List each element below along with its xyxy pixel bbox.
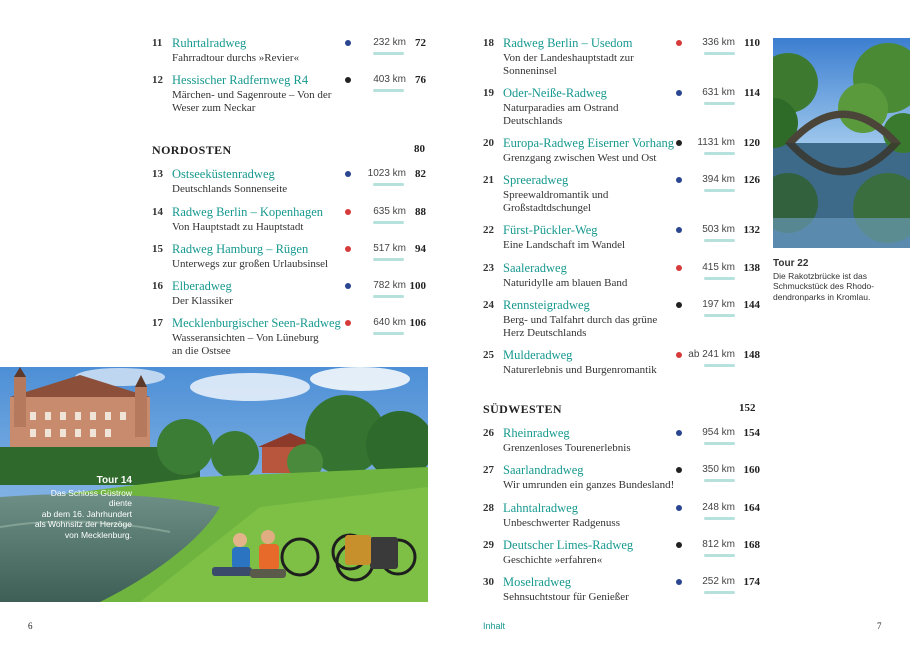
page-number-right: 7	[877, 621, 882, 631]
tour-description-line: Fahrradtour durchs »Revier«	[172, 52, 300, 64]
tour-title-link[interactable]: Europa-Radweg Eiserner Vorhang	[503, 136, 675, 150]
section-title-nordosten: NORDOSTEN	[152, 143, 232, 157]
difficulty-dot-icon	[676, 352, 682, 358]
tour-number: 27	[483, 464, 494, 476]
difficulty-dot-icon	[676, 579, 682, 585]
toc-entry[interactable]	[152, 317, 452, 359]
toc-entry[interactable]	[152, 37, 452, 66]
toc-entry[interactable]	[483, 262, 783, 291]
tour-page-number: 72	[415, 37, 426, 49]
caption-line: von Mecklenburg.	[64, 529, 132, 540]
toc-entry[interactable]	[483, 539, 783, 568]
tour-description	[172, 89, 331, 115]
difficulty-dot-icon	[676, 302, 682, 308]
tour-description	[503, 479, 674, 492]
tour-distance: 635 km	[373, 206, 406, 217]
toc-entry[interactable]	[483, 427, 783, 456]
tour-description-line: Spreewaldromantik und	[503, 189, 609, 201]
tour-title-link[interactable]: Hessischer Radfernweg R4	[172, 73, 309, 87]
tour-number: 11	[152, 37, 163, 49]
tour-description-line: an die Ostsee	[172, 345, 231, 357]
distance-bar	[373, 52, 404, 55]
tour-title-link[interactable]: Elberadweg	[172, 279, 232, 293]
difficulty-dot-icon	[676, 430, 682, 436]
tour-description	[503, 52, 634, 78]
tour-number: 21	[483, 174, 494, 186]
tour-page-number: 126	[743, 174, 760, 186]
tour-number: 28	[483, 502, 494, 514]
tour-title-link[interactable]: Radweg Berlin – Kopenhagen	[172, 205, 324, 219]
difficulty-dot-icon	[345, 77, 351, 83]
tour-title-link[interactable]: Ostseeküstenradweg	[172, 167, 275, 181]
tour-page-number: 168	[743, 539, 760, 551]
tour-distance: 252 km	[702, 576, 735, 587]
tour-description	[503, 239, 625, 252]
tour-description-line: Naturparadies am Ostrand	[503, 102, 619, 114]
difficulty-dot-icon	[345, 209, 351, 215]
tour-page-number: 174	[743, 576, 760, 588]
distance-bar	[704, 364, 735, 367]
tour-distance: 232 km	[373, 37, 406, 48]
toc-entry[interactable]	[152, 280, 452, 309]
tour-description-line: Geschichte »erfahren«	[503, 554, 603, 566]
tour-description	[503, 189, 608, 215]
photo-caption-tour-22	[773, 259, 903, 302]
tour-description-line: Deutschlands Sonnenseite	[172, 183, 288, 195]
tour-description-line: Herz Deutschlands	[503, 327, 587, 339]
section-title-suedwesten: SÜDWESTEN	[483, 402, 562, 416]
distance-bar	[704, 554, 735, 557]
tour-title-link[interactable]: Spreeradweg	[503, 173, 569, 187]
tour-description	[503, 364, 657, 377]
distance-bar	[704, 591, 735, 594]
toc-entry[interactable]	[152, 168, 452, 197]
difficulty-dot-icon	[676, 542, 682, 548]
caption-line: dendronparks in Kromlau.	[773, 291, 871, 302]
tour-description-line: Deutschlands	[503, 115, 563, 127]
tour-description-line: Berg- und Talfahrt durch das grüne	[503, 314, 658, 326]
tour-description	[503, 591, 629, 604]
tour-title-link[interactable]: Mulderadweg	[503, 348, 573, 362]
tour-description	[503, 314, 657, 340]
toc-entry[interactable]	[152, 74, 452, 116]
difficulty-dot-icon	[345, 283, 351, 289]
tour-number: 18	[483, 37, 494, 49]
tour-distance: 640 km	[373, 317, 406, 328]
tour-page-number: 94	[415, 243, 426, 255]
caption-line: als Wohnsitz der Herzöge	[34, 519, 132, 529]
tour-distance: 812 km	[702, 539, 735, 550]
tour-description	[172, 183, 287, 196]
caption-line: Das Schloss Güstrow diente	[50, 487, 132, 508]
difficulty-dot-icon	[345, 171, 351, 177]
tour-distance: 517 km	[373, 243, 406, 254]
distance-bar	[373, 332, 404, 335]
tour-description-line: Märchen- und Sagenroute – Von der	[172, 89, 332, 101]
difficulty-dot-icon	[676, 505, 682, 511]
tour-description	[172, 52, 299, 65]
tour-description-line: Grenzgang zwischen West und Ost	[503, 152, 657, 164]
distance-bar	[704, 189, 735, 192]
distance-bar	[704, 52, 735, 55]
tour-page-number: 154	[743, 427, 760, 439]
caption-line: ab dem 16. Jahrhundert	[41, 508, 132, 519]
difficulty-dot-icon	[676, 265, 682, 271]
page-number-left: 6	[28, 621, 33, 631]
tour-number: 26	[483, 427, 494, 439]
tour-number: 25	[483, 349, 494, 361]
tour-distance: 403 km	[373, 74, 406, 85]
difficulty-dot-icon	[676, 467, 682, 473]
tour-title-link[interactable]: Saarlandradweg	[503, 463, 584, 477]
tour-number: 12	[152, 74, 163, 86]
distance-bar	[704, 239, 735, 242]
tour-description-line: Grenzenloses Tourenerlebnis	[503, 442, 631, 454]
section-page-suedwesten: 152	[739, 402, 756, 414]
tour-distance: 197 km	[702, 299, 735, 310]
tour-description	[503, 517, 620, 530]
tour-distance: 503 km	[702, 224, 735, 235]
caption-tour-label: Tour 22	[773, 258, 809, 269]
tour-distance: 954 km	[702, 427, 735, 438]
tour-description-line: Von der Landeshauptstadt zur	[503, 52, 634, 64]
tour-description-line: Unterwegs zur großen Urlaubsinsel	[172, 258, 329, 270]
distance-bar	[373, 258, 404, 261]
tour-number: 24	[483, 299, 494, 311]
distance-bar	[704, 442, 735, 445]
tour-page-number: 82	[415, 168, 426, 180]
tour-page-number: 132	[743, 224, 760, 236]
tour-description-line: Von Hauptstadt zu Hauptstadt	[172, 221, 304, 233]
tour-description	[172, 221, 303, 234]
tour-page-number: 138	[743, 262, 760, 274]
tour-distance: 1023 km	[367, 168, 406, 179]
difficulty-dot-icon	[676, 177, 682, 183]
tour-distance: 350 km	[702, 464, 735, 475]
tour-distance: 394 km	[702, 174, 735, 185]
distance-bar	[704, 152, 735, 155]
tour-description	[503, 554, 602, 567]
tour-number: 22	[483, 224, 494, 236]
photo-caption-tour-14	[32, 476, 132, 540]
tour-distance: 248 km	[702, 502, 735, 513]
difficulty-dot-icon	[676, 227, 682, 233]
tour-description-line: Weser zum Neckar	[172, 102, 256, 114]
tour-number: 23	[483, 262, 494, 274]
toc-entry[interactable]	[483, 502, 783, 531]
toc-entry[interactable]	[483, 576, 783, 605]
distance-bar	[704, 479, 735, 482]
tour-title-link[interactable]: Mecklenburgischer Seen-Radweg	[172, 316, 341, 330]
tour-page-number: 164	[743, 502, 760, 514]
caption-line: Die Rakotzbrücke ist das	[773, 270, 868, 281]
photo-rakotzbruecke	[773, 38, 910, 248]
tour-page-number: 148	[743, 349, 760, 361]
tour-distance: 631 km	[702, 87, 735, 98]
tour-description-line: Naturerlebnis und Burgenromantik	[503, 364, 657, 376]
footer-label-inhalt: Inhalt	[483, 621, 506, 631]
difficulty-dot-icon	[345, 320, 351, 326]
tour-number: 14	[152, 206, 163, 218]
toc-entry[interactable]	[483, 37, 783, 79]
section-page-nordosten: 80	[414, 143, 425, 155]
tour-page-number: 110	[744, 37, 760, 49]
tour-description	[503, 277, 627, 290]
tour-title-link[interactable]: Rennsteigradweg	[503, 298, 590, 312]
tour-description	[172, 332, 319, 358]
tour-description-line: Großstadtdschungel	[503, 202, 591, 214]
caption-tour-label: Tour 14	[96, 475, 132, 486]
tour-description-line: Naturidylle am blauen Band	[503, 277, 628, 289]
tour-title-link[interactable]: Rheinradweg	[503, 426, 570, 440]
difficulty-dot-icon	[345, 246, 351, 252]
tour-title-link[interactable]: Radweg Berlin – Usedom	[503, 36, 633, 50]
distance-bar	[704, 517, 735, 520]
tour-distance: 415 km	[702, 262, 735, 273]
tour-description-line: Der Klassiker	[172, 295, 233, 307]
tour-distance: ab 241 km	[688, 349, 735, 360]
tour-title-link[interactable]: Saaleradweg	[503, 261, 567, 275]
distance-bar	[704, 102, 735, 105]
tour-page-number: 144	[743, 299, 760, 311]
tour-description-line: Wir umrunden ein ganzes Bundesland!	[503, 479, 675, 491]
tour-page-number: 100	[409, 280, 426, 292]
tour-title-link[interactable]: Fürst-Pückler-Weg	[503, 223, 598, 237]
tour-distance: 1131 km	[697, 137, 735, 148]
tour-title-link[interactable]: Moselradweg	[503, 575, 572, 589]
tour-description	[503, 152, 656, 165]
tour-description	[172, 295, 233, 308]
tour-description-line: Eine Landschaft im Wandel	[503, 239, 626, 251]
tour-number: 17	[152, 317, 163, 329]
toc-entry[interactable]	[483, 224, 783, 253]
difficulty-dot-icon	[676, 90, 682, 96]
photo-bridge-scene	[773, 38, 910, 248]
tour-description-line: Unbeschwerter Radgenuss	[503, 517, 620, 529]
tour-number: 20	[483, 137, 494, 149]
tour-title-link[interactable]: Oder-Neiße-Radweg	[503, 86, 607, 100]
distance-bar	[373, 295, 404, 298]
caption-line: Schmuckstück des Rhodo-	[773, 281, 875, 291]
tour-title-link[interactable]: Ruhrtalradweg	[172, 36, 247, 50]
tour-page-number: 120	[743, 137, 760, 149]
toc-entry[interactable]	[483, 137, 783, 166]
tour-page-number: 160	[743, 464, 760, 476]
tour-distance: 782 km	[373, 280, 406, 291]
toc-entry[interactable]	[152, 243, 452, 272]
tour-title-link[interactable]: Lahntalradweg	[503, 501, 578, 515]
toc-entry[interactable]	[483, 349, 783, 378]
tour-number: 19	[483, 87, 494, 99]
tour-page-number: 88	[415, 206, 426, 218]
distance-bar	[704, 277, 735, 280]
toc-entry[interactable]	[152, 206, 452, 235]
distance-bar	[373, 89, 404, 92]
tour-number: 29	[483, 539, 494, 551]
tour-title-link[interactable]: Radweg Hamburg – Rügen	[172, 242, 309, 256]
tour-title-link[interactable]: Deutscher Limes-Radweg	[503, 538, 634, 552]
difficulty-dot-icon	[676, 140, 682, 146]
tour-description-line: Wasseransichten – Von Lüneburg	[172, 332, 319, 344]
tour-description-line: Sonneninsel	[503, 65, 557, 77]
distance-bar	[373, 183, 404, 186]
tour-number: 30	[483, 576, 494, 588]
tour-description	[172, 258, 328, 271]
difficulty-dot-icon	[345, 40, 351, 46]
tour-description-line: Sehnsuchtstour für Genießer	[503, 591, 629, 603]
tour-number: 16	[152, 280, 163, 292]
tour-page-number: 76	[415, 74, 426, 86]
tour-page-number: 114	[744, 87, 760, 99]
tour-distance: 336 km	[702, 37, 735, 48]
photo-schloss-guestrow	[0, 367, 428, 602]
distance-bar	[373, 221, 404, 224]
toc-entry[interactable]	[483, 174, 783, 216]
tour-number: 13	[152, 168, 163, 180]
tour-page-number: 106	[409, 317, 426, 329]
tour-description	[503, 442, 631, 455]
toc-entry[interactable]	[483, 87, 783, 129]
toc-entry[interactable]	[483, 299, 783, 341]
difficulty-dot-icon	[676, 40, 682, 46]
tour-number: 15	[152, 243, 163, 255]
toc-entry[interactable]	[483, 464, 783, 493]
tour-description	[503, 102, 618, 128]
distance-bar	[704, 314, 735, 317]
